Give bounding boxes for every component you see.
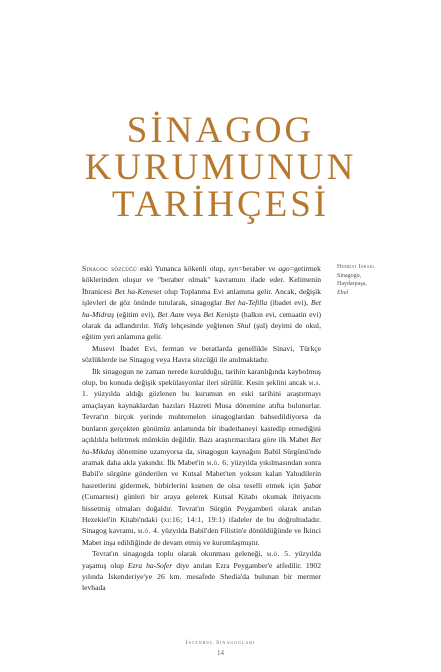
scripture-reference: xı:16; 14:1, 19:1 <box>163 514 223 524</box>
text-run: (Cumartesi) günleri bir araya gelerek Kutsal Kitabı okumak ihtiyacını hissetmiş olmaları doğaldır. Tevrat'ın Sürgün Peygamberi olarak anılan Hezekiel'in Kitabı'ndaki ( <box>82 492 321 524</box>
text-run: =beraber ve <box>238 264 279 273</box>
italic-term: Bet ha-Midraş <box>82 298 322 319</box>
chapter-title <box>60 112 381 223</box>
caption-line: Sinagogu, <box>337 272 362 279</box>
caption-line: Haydarpaşa, <box>337 281 367 287</box>
text-run: mesafede Shedia'da bulunan bir mermer levhada <box>82 571 321 593</box>
running-footer: İstanbul Sinagogları <box>185 640 256 646</box>
text-run: yılında İskenderiye'ye <box>82 571 158 581</box>
italic-term: ago <box>278 264 290 273</box>
margin-caption <box>337 263 397 297</box>
text-run: yüzyılda aldığı gözlenen bu kurumun en eski tarihini araştırmayı amaçlayan kaynaklardan bazıları Hazreti Musa dönemine atıfta bulunurlar. Tevrat'ın birçok yerinde muhtemelen sinagoglardan bahsedildiyorsa da bunların gerçekten günümüz anlamında bir ibadethaneyi kastedip etmediğini açıklıkla belirtmek mümkün değildir. Bazı araştırmacılara göre ilk Mabet <box>82 389 321 445</box>
italic-term: Bet Keniştə <box>203 309 239 319</box>
text-run: lehçesinde yeğlenen <box>167 321 237 331</box>
italic-term: Bet ha-Keneset <box>114 286 162 296</box>
text-run: veya <box>183 309 204 319</box>
text-run: eski Yunanca kökenli olup, <box>137 264 229 273</box>
chapter-title-line-1: SİNAGOG <box>126 110 315 151</box>
body-text <box>82 263 321 594</box>
text-run: İlk sinagogun ne zaman nerede kurulduğu, tarihin karanlığında kaybolmuş olup, bu konuda değişik spekülasyonlar ileri sürülür. Kesin şeklini ancak <box>82 366 321 388</box>
text-run: yüzyılda yaşamış olup <box>82 549 321 570</box>
paragraph-2: Musevi İbadet Evi, ferman ve beratlarda genellikle Sinavi, Türkçe sözlüklerde ise Sinagog veya Havra sözcüğü ile anılmaktadır. <box>82 343 321 365</box>
text-run: Tevrat'ın sinagogda toplu olarak okunması geleneği, <box>92 549 267 559</box>
paragraph-1 <box>82 263 321 343</box>
page-number: 14 <box>217 649 224 657</box>
text-run: diye anılan Ezra Peygamber'e atfedilir. <box>172 560 306 570</box>
year-number: 1902 <box>305 560 321 570</box>
paragraph-4 <box>82 548 321 594</box>
italic-term: Bet ha-Mikdaş <box>82 435 321 456</box>
era-date: m.ö. 5. <box>266 549 291 559</box>
chapter-title-line-2: KURUMUNUN <box>84 147 357 188</box>
era-date: m.ö. 4. <box>137 526 160 536</box>
text-run: (halkın evi, cemaatin evi) olarak da adlandırılır. <box>82 309 321 331</box>
era-date: m.s. 1. <box>82 378 321 399</box>
italic-term: Şabat <box>303 480 321 490</box>
caption-line: Ebul <box>337 289 349 296</box>
italic-term: Bet ha-Tefilla <box>225 298 268 308</box>
era-date: m.ö. 6. <box>206 457 229 467</box>
italic-term: Yidiş <box>153 321 168 331</box>
chapter-title-line-3: TARİHÇESİ <box>111 184 330 225</box>
text-run: yüzyılda Babil'den Filistin'e dönüldüğünde ve İkinci Mabet inşa edildiğinde de devam etmiş ve kurumlaşmıştır. <box>82 526 321 547</box>
italic-term: Bet Aam <box>157 309 184 319</box>
text-run: ) ifadeler de bu doğrultudadır. Sinagog kavramı, <box>82 514 321 536</box>
text-run: yüzyılda yıkılmasından sonra Babil'e sürgüne gönderilen ve Kutsal Mabet'ten yoksun kalan Yahudilerin hasretlerini gidermek, birbirlerini kısmen de olsa teselli etmek için <box>82 457 321 490</box>
paragraph-3 <box>82 366 321 549</box>
text-run: =getirmek köklerinden oluşur ve "beraber olmak" kavramını ifade eder. Kelimenin İbranicesi <box>82 264 321 296</box>
distance: 26 km. <box>157 571 182 581</box>
italic-term: Ezra ha-Sofer <box>127 560 173 570</box>
italic-term: Shul <box>236 321 251 331</box>
text-run: dönemine uzanıyorsa da, sinagogun kaynağını Babil Sürgünü'nde aramak daha akla yakındır. İlk Mabet'in <box>82 446 321 467</box>
text-run: olup Toplanma Evi anlamına gelir. Ancak, değişik işlevleri de göz önünde tutularak, sinagoglar <box>82 286 321 308</box>
caption-heading: Hemdat Israel <box>337 264 376 270</box>
text-run: (şul) deyimi de okul, eğitim yeri anlamına gelir. <box>82 321 321 342</box>
text-run: (eğitim evi), <box>114 309 158 319</box>
lead-in: Sinagog sözcüğü <box>82 264 138 273</box>
text-run: (ibadet evi), <box>267 298 311 308</box>
italic-term: syn <box>228 264 239 273</box>
